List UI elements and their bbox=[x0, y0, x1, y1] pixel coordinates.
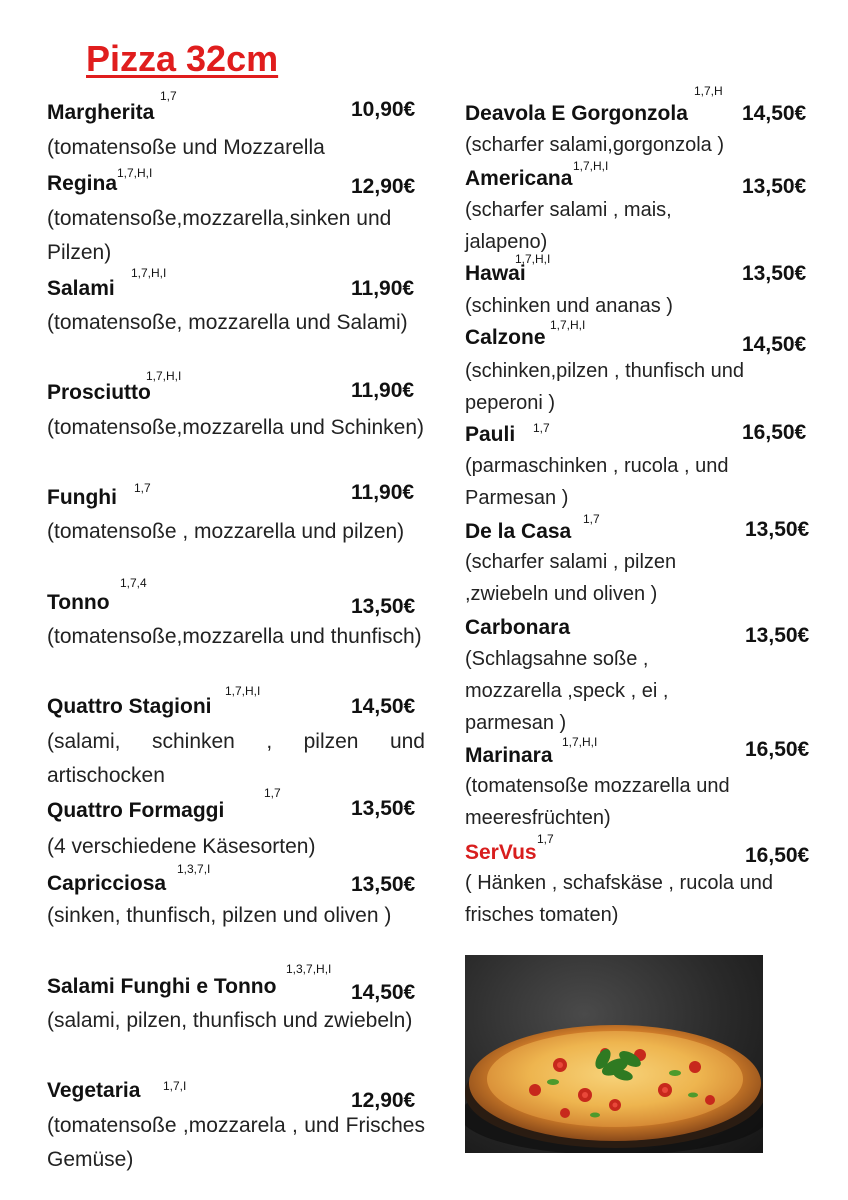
allergen-codes: 1,7 bbox=[537, 832, 554, 846]
pizza-price: 11,90€ bbox=[351, 277, 415, 300]
pizza-description: (salami, schinken , pilzen und artischocken bbox=[47, 730, 425, 787]
pizza-name: De la Casa bbox=[465, 520, 572, 543]
pizza-name: Quattro Stagioni bbox=[47, 695, 212, 718]
pizza-price: 13,50€ bbox=[745, 624, 810, 647]
pizza-price: 12,90€ bbox=[351, 175, 416, 198]
pizza-name: Prosciutto bbox=[47, 381, 151, 404]
allergen-codes: 1,7 bbox=[134, 481, 151, 495]
pizza-description: (tomatensoße und Mozzarella bbox=[47, 136, 325, 159]
pizza-description: (scharfer salami , mais, jalapeno) bbox=[465, 199, 672, 253]
pizza-name: Carbonara bbox=[465, 616, 571, 639]
allergen-codes: 1,7 bbox=[160, 89, 177, 103]
pizza-name: Deavola E Gorgonzola bbox=[465, 102, 688, 125]
allergen-codes: 1,7,H,I bbox=[562, 735, 598, 749]
allergen-codes: 1,7,H,I bbox=[573, 159, 609, 173]
pizza-price: 14,50€ bbox=[351, 981, 416, 1004]
pizza-name: Salami bbox=[47, 277, 115, 300]
pizza-name: Pauli bbox=[465, 423, 516, 446]
pizza-price: 16,50€ bbox=[745, 844, 810, 867]
pizza-price: 11,90€ bbox=[351, 481, 415, 504]
pizza-name: Calzone bbox=[465, 326, 546, 349]
pizza-description: (tomatensoße,mozzarella und Schinken) bbox=[47, 416, 425, 439]
allergen-codes: 1,7,H,I bbox=[225, 684, 261, 698]
pizza-description: (tomatensoße mozzarella und meeresfrüchten) bbox=[465, 775, 730, 829]
pizza-name: Margherita bbox=[47, 101, 155, 124]
pizza-description: (tomatensoße , mozzarella und pilzen) bbox=[47, 520, 405, 543]
allergen-codes: 1,7 bbox=[583, 512, 600, 526]
pizza-name-highlight: SerVus bbox=[465, 841, 537, 864]
pizza-description: (4 verschiedene Käsesorten) bbox=[47, 835, 316, 858]
pizza-price: 14,50€ bbox=[742, 102, 807, 125]
pizza-price: 16,50€ bbox=[745, 738, 810, 761]
pizza-name: Salami Funghi e Tonno bbox=[47, 975, 277, 998]
allergen-codes: 1,7,I bbox=[163, 1079, 187, 1093]
pizza-price: 10,90€ bbox=[351, 98, 416, 121]
pizza-description: (tomatensoße,mozzarella und thunfisch) bbox=[47, 625, 422, 648]
pizza-price: 13,50€ bbox=[742, 262, 807, 285]
allergen-codes: 1,7,4 bbox=[120, 576, 147, 590]
allergen-codes: 1,7,H,I bbox=[131, 266, 167, 280]
pizza-price: 13,50€ bbox=[745, 518, 810, 541]
pizza-name: Marinara bbox=[465, 744, 553, 767]
pizza-name: Funghi bbox=[47, 486, 117, 509]
pizza-description: (scharfer salami , pilzen ,zwiebeln und oliven ) bbox=[465, 551, 677, 605]
pizza-name: Hawai bbox=[465, 262, 526, 285]
pizza-description: (tomatensoße, mozzarella und Salami) bbox=[47, 311, 408, 334]
pizza-description: (salami, pilzen, thunfisch und zwiebeln) bbox=[47, 1009, 413, 1032]
allergen-codes: 1,7 bbox=[264, 786, 281, 800]
allergen-codes: 1,7,H,I bbox=[117, 166, 153, 180]
allergen-codes: 1,7,H,I bbox=[146, 369, 182, 383]
allergen-codes: 1,3,7,H,I bbox=[286, 962, 332, 976]
pizza-description: (sinken, thunfisch, pilzen und oliven ) bbox=[47, 904, 392, 927]
pizza-description: (parmaschinken , rucola , und Parmesan ) bbox=[465, 455, 729, 509]
pizza-price: 13,50€ bbox=[351, 797, 416, 820]
pizza-price: 13,50€ bbox=[351, 595, 416, 618]
allergen-codes: 1,7,H,I bbox=[515, 252, 551, 266]
allergen-codes: 1,7,H bbox=[694, 84, 723, 98]
menu-title: Pizza 32cm bbox=[86, 38, 279, 79]
allergen-codes: 1,7,H,I bbox=[550, 318, 586, 332]
pizza-price: 13,50€ bbox=[351, 873, 416, 896]
pizza-description: (tomatensoße,mozzarella,sinken und Pilzen) bbox=[47, 207, 392, 264]
pizza-description: (Schlagsahne soße , mozzarella ,speck , ei , parmesan ) bbox=[465, 648, 669, 734]
pizza-name: Tonno bbox=[47, 591, 110, 614]
allergen-codes: 1,3,7,I bbox=[177, 862, 211, 876]
pizza-price: 13,50€ bbox=[742, 175, 807, 198]
pizza-name: Vegetaria bbox=[47, 1079, 141, 1102]
pizza-price: 14,50€ bbox=[742, 333, 807, 356]
pizza-price: 16,50€ bbox=[742, 421, 807, 444]
pizza-price: 11,90€ bbox=[351, 379, 415, 402]
pizza-name: Quattro Formaggi bbox=[47, 799, 225, 822]
pizza-description: (schinken und ananas ) bbox=[465, 295, 673, 317]
pizza-name: Americana bbox=[465, 167, 573, 190]
pizza-description: (tomatensoße ,mozzarela , und Frisches Gemüse) bbox=[47, 1114, 425, 1171]
pizza-description: (schinken,pilzen , thunfisch und peperoni ) bbox=[465, 360, 745, 414]
pizza-description: ( Hänken , schafskäse , rucola und frisches tomaten) bbox=[465, 872, 773, 926]
allergen-codes: 1,7 bbox=[533, 421, 550, 435]
pizza-price: 14,50€ bbox=[351, 695, 416, 718]
pizza-price: 12,90€ bbox=[351, 1089, 416, 1112]
pizza-description: (scharfer salami,gorgonzola ) bbox=[465, 134, 724, 156]
pizza-name: Capricciosa bbox=[47, 872, 167, 895]
pizza-name: Regina bbox=[47, 172, 118, 195]
pizza-photo bbox=[465, 955, 763, 1153]
